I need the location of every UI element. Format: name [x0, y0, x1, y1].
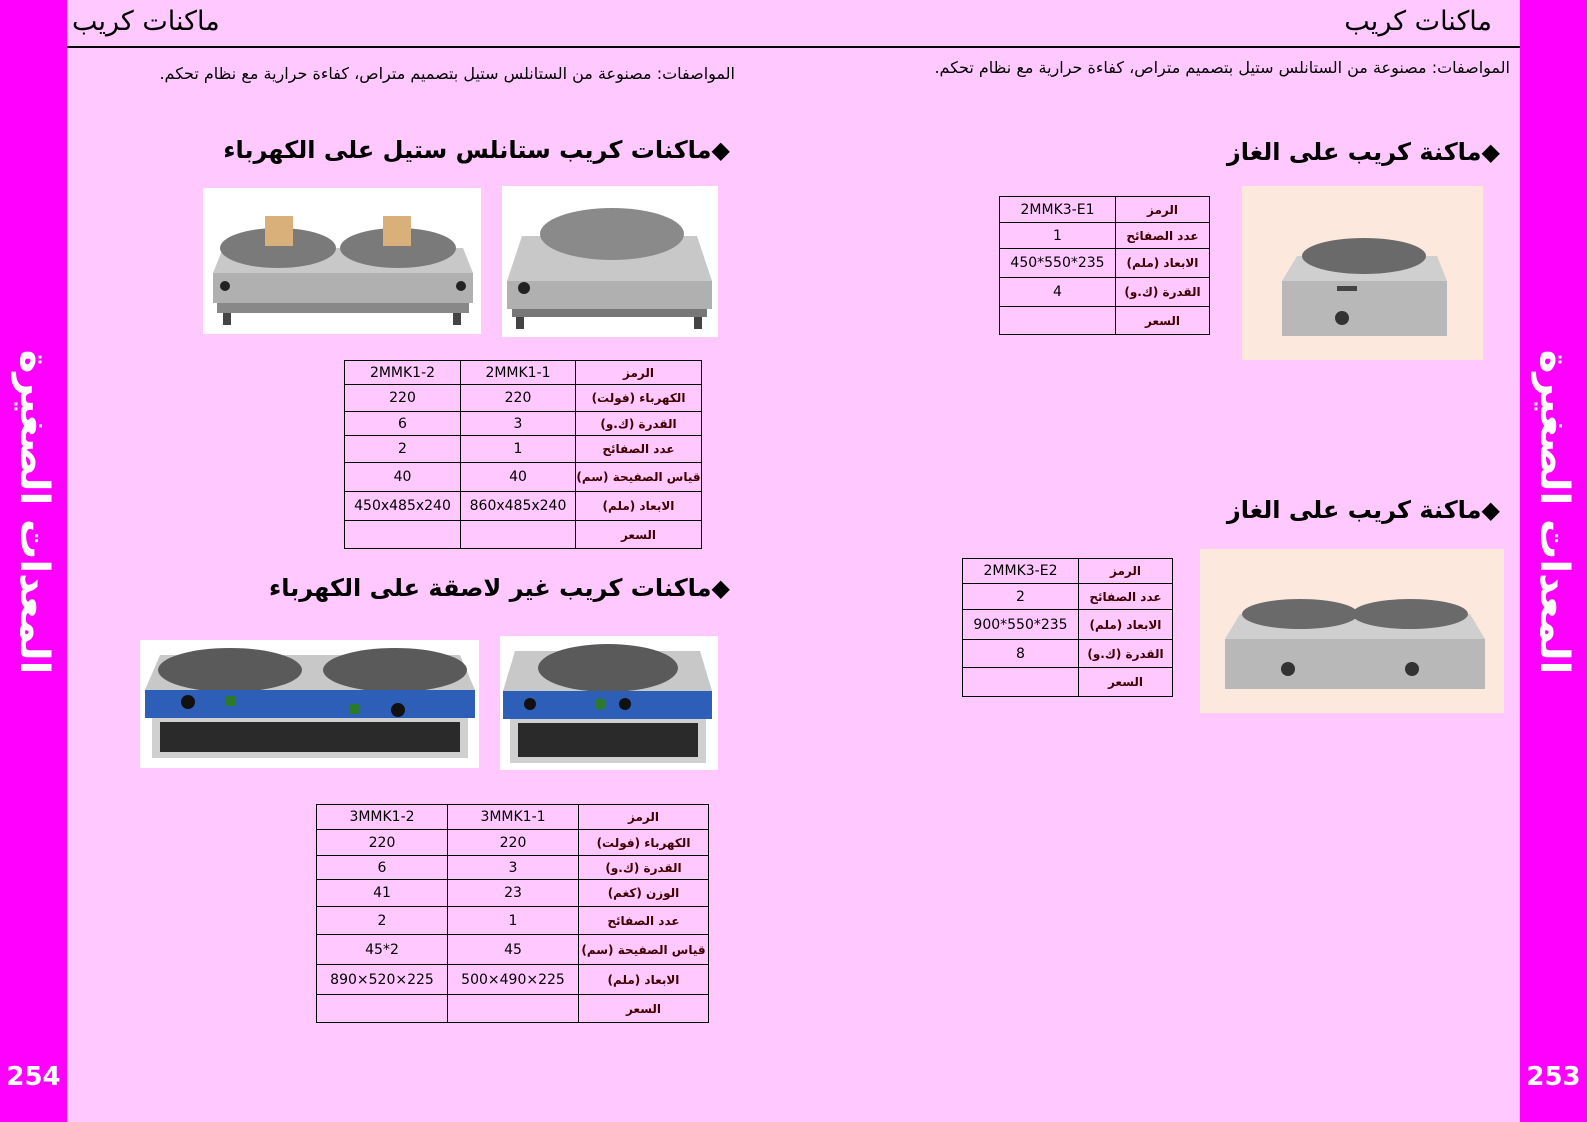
left-side-title: المعدات الصغيرة — [10, 349, 57, 675]
right-side-title: المعدات الصغيرة — [1530, 349, 1577, 675]
left-table-1: 2MMK1-2 2MMK1-1 الرمز 220 220 الكهرباء (فولت) 6 3 القدرة (ك.و) 2 1 عدد الصفائح 40 40 قياس الصفيحة (سم) 450x485x240 860x485x240 الابعاد (ملم) السعر — [344, 360, 702, 549]
left-table-2: 3MMK1-2 3MMK1-1 الرمز 220 220 الكهرباء (فولت) 6 3 القدرة (ك.و) 41 23 الوزن (كغم) 2 1 عدد الصفائح 45*2 45 قياس الصفيحة (سم) 890×520×225 500×490×225 الابعاد (ملم) السعر — [316, 804, 709, 1023]
right-section2-title: ◆ماكنة كريب على الغاز — [1226, 496, 1500, 524]
right-page-header: ماكنات كريب — [1344, 6, 1492, 37]
right-table-2: 2MMK3-E2 الرمز 2 عدد الصفائح 900*550*235 الابعاد (ملم) 8 القدرة (ك.و) السعر — [962, 558, 1173, 697]
gas-crepe-machine-double-photo — [1200, 549, 1504, 713]
right-page-number: 253 — [1526, 1062, 1581, 1092]
header-divider — [67, 46, 1520, 48]
single-crepe-machine-photo — [502, 186, 718, 337]
left-page-header: ماكنات كريب — [72, 6, 220, 37]
right-table-1: 2MMK3-E1 الرمز 1 عدد الصفائح 450*550*235 الابعاد (ملم) 4 القدرة (ك.و) السعر — [999, 196, 1210, 335]
right-sidebar — [1520, 0, 1587, 1122]
gas-crepe-machine-single-photo — [1242, 186, 1483, 360]
double-nonstick-crepe-photo — [140, 640, 479, 768]
right-section1-title: ◆ماكنة كريب على الغاز — [1226, 138, 1500, 166]
left-sidebar — [0, 0, 67, 1122]
right-spec-text: المواصفات: مصنوعة من الستانلس ستيل بتصميم متراص، كفاءة حرارية مع نظام تحكم. — [934, 58, 1510, 77]
left-section2-title: ◆ماكنات كريب غير لاصقة على الكهرباء — [268, 574, 730, 602]
left-section1-title: ◆ماكنات كريب ستانلس ستيل على الكهرباء — [223, 136, 730, 164]
double-crepe-machine-photo — [203, 188, 481, 334]
left-page-number: 254 — [6, 1062, 61, 1092]
single-nonstick-crepe-photo — [500, 636, 718, 770]
left-spec-text: المواصفات: مصنوعة من الستانلس ستيل بتصميم متراص، كفاءة حرارية مع نظام تحكم. — [159, 64, 735, 83]
